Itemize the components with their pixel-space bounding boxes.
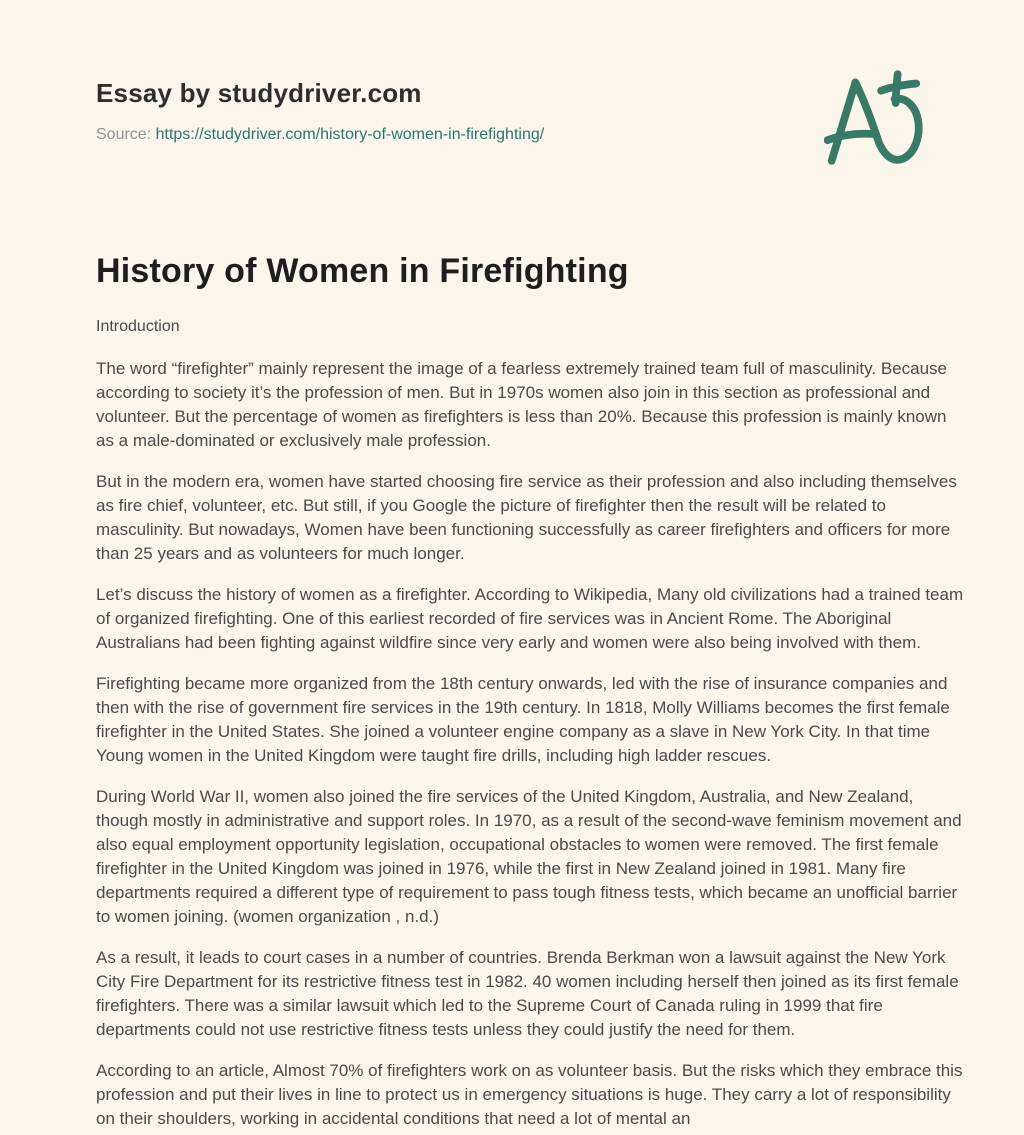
paragraph-1: The word “firefighter” mainly represent the image of a fearless extremely trained team full of masculinity. Because according to society it’s the profession of men. But in 1970s women also join in this section as professional and volunteer. But the percentage of women as firefighters is less than 20%. Because this profession is mainly known as a male-dominated or exclusively male profession. xyxy=(96,359,947,450)
article-body xyxy=(96,357,966,1131)
source-url-link[interactable]: https://studydriver.com/history-of-women-in-firefighting/ xyxy=(155,126,545,143)
paragraph-4: Firefighting became more organized from the 18th century onwards, led with the rise of insurance companies and then with the rise of government fire services in the 19th century. In 1818, Molly Williams becomes the first female firefighter in the United States. She joined a volunteer engine company as a slave in New York City. In that time Young women in the United Kingdom were taught fire drills, including high ladder rescues. xyxy=(96,674,950,765)
logo-strokes xyxy=(828,74,919,161)
paragraph-7: According to an article, Almost 70% of firefighters work on as volunteer basis. But the risks which they embrace this profession and put their lives in line to protect us in emergency situations is huge. They carry a lot of responsibility on their shoulders, working in accidental conditions that need a lot of mental an xyxy=(96,1061,963,1128)
paragraph-3: Let’s discuss the history of women as a firefighter. According to Wikipedia, Many old civilizations had a trained team of organized firefighting. One of this earliest recorded of fire services was in Ancient Rome. The Aboriginal Australians had been fighting against wildfire since very early and women were also being involved with them. xyxy=(96,585,964,652)
paragraph-2: But in the modern era, women have started choosing fire service as their profession and also including themselves as fire chief, volunteer, etc. But still, if you Google the picture of firefighter then the result will be related to masculinity. But nowadays, Women have been functioning successfully as career firefighters and officers for more than 25 years and as volunteers for much longer. xyxy=(96,472,957,563)
header-title: Essay by studydriver.com xyxy=(96,78,422,108)
article-title: History of Women in Firefighting xyxy=(96,252,629,290)
paragraph-5: During World War II, women also joined the fire services of the United Kingdom, Australia, and New Zealand, though mostly in administrative and support roles. In 1970, as a result of the second-wave feminism movement and also equal employment opportunity legislation, occupational obstacles to women were removed. The first female firefighter in the United Kingdom was joined in 1976, while the first in New Zealand joined in 1981. Many fire departments required a different type of requirement to pass tough fitness tests, which became an unofficial barrier to women joining. (women organization , n.d.) xyxy=(96,787,962,926)
paragraph-6: As a result, it leads to court cases in a number of countries. Brenda Berkman won a lawsuit against the New York City Fire Department for its restrictive fitness test in 1982. 40 women including herself then joined as its first female firefighters. There was a similar lawsuit which led to the Supreme Court of Canada ruling in 1999 that fire departments could not use restrictive fitness tests unless they could justify the need for them. xyxy=(96,948,959,1039)
article-subtitle: Introduction xyxy=(96,318,180,335)
source-label: Source: xyxy=(96,126,152,143)
studydriver-a-plus-logo-icon xyxy=(824,68,928,166)
